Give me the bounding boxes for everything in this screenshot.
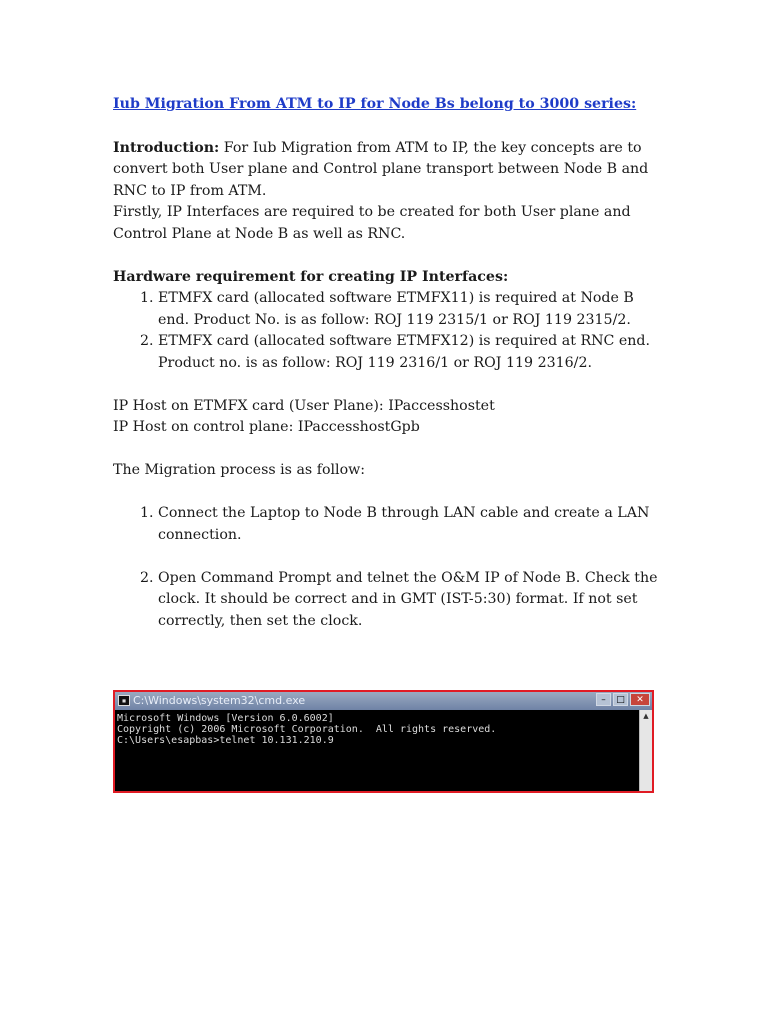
window-controls (596, 693, 650, 706)
cmd-window-screenshot (113, 690, 654, 793)
cmd-line: Copyright (c) 2006 Microsoft Corporation. All rights reserved. (117, 724, 497, 735)
cmd-scrollbar[interactable] (639, 710, 652, 791)
cmd-titlebar (115, 692, 652, 710)
maximize-icon[interactable]: □ (613, 693, 628, 706)
process-steps (113, 503, 658, 632)
intro-paragraph-2: Firstly, IP Interfaces are required to be created for both User plane and Control Plane at Node B as well as RNC. (113, 204, 631, 242)
document-title[interactable]: Iub Migration From ATM to IP for Node Bs belong to 3000 series: (113, 96, 637, 112)
intro-text: For Iub Migration from ATM to IP, the key concepts are to convert both User plane and Control plane transport between Node B and RNC to IP from ATM. (113, 139, 649, 199)
cmd-line: Microsoft Windows [Version 6.0.6002] (117, 713, 334, 724)
intro-label: Introduction: (113, 139, 220, 156)
cmd-output (115, 710, 640, 791)
cmd-window-title: C:\Windows\system32\cmd.exe (133, 694, 306, 707)
list-item: 1. Connect the Laptop to Node B through LAN cable and create a LAN connection. (158, 503, 658, 546)
hardware-heading: Hardware requirement for creating IP Interfaces: (113, 268, 509, 285)
list-item: 1. ETMFX card (allocated software ETMFX11) is required at Node B end. Product No. is as follow: ROJ 119 2315/1 or ROJ 119 2315/2. (158, 288, 658, 331)
cmd-prompt-line: C:\Users\esapbas>telnet 10.131.210.9 (117, 735, 334, 746)
intro-paragraph (113, 138, 658, 203)
process-heading: The Migration process is as follow: (113, 462, 366, 478)
console-icon: ▪ (118, 695, 130, 706)
list-item: 2. Open Command Prompt and telnet the O&M IP of Node B. Check the clock. It should be correct and in GMT (IST-5:30) format. If not set correctly, then set the clock. (158, 568, 658, 633)
scroll-up-icon[interactable]: ▲ (643, 712, 649, 720)
document-body (113, 94, 658, 654)
minimize-icon[interactable]: – (596, 693, 611, 706)
hardware-list (113, 288, 658, 374)
close-icon[interactable]: ✕ (630, 693, 650, 706)
host-line-user-plane: IP Host on ETMFX card (User Plane): IPaccesshostet (113, 397, 495, 414)
list-item: 2. ETMFX card (allocated software ETMFX12) is required at RNC end. Product no. is as follow: ROJ 119 2316/1 or ROJ 119 2316/2. (158, 331, 658, 374)
host-line-control-plane: IP Host on control plane: IPaccesshostGpb (113, 419, 420, 435)
